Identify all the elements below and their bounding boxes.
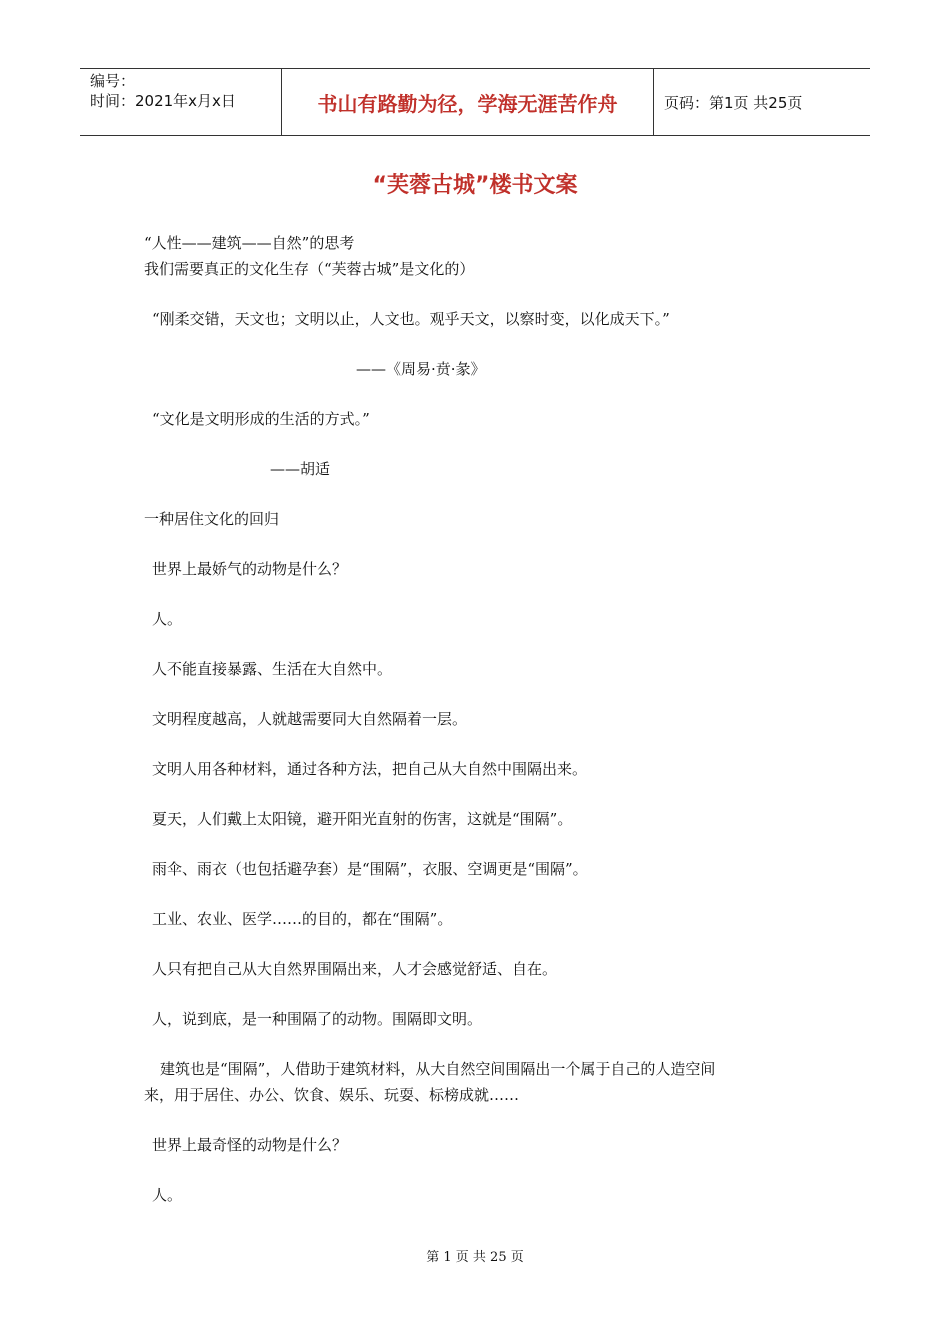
section-heading: 一种居住文化的回归 (144, 510, 280, 528)
paragraph-line: 文明人用各种材料，通过各种方法，把自己从大自然中围隔出来。 (152, 760, 588, 778)
paragraph-line: 雨伞、雨衣（也包括避孕套）是“围隔”，衣服、空调更是“围隔”。 (152, 860, 588, 878)
text-line: “人性——建筑——自然”的思考 (144, 234, 355, 252)
paragraph-line: 人只有把自己从大自然界围隔出来，人才会感觉舒适、自在。 (152, 960, 558, 978)
quote-attribution: ——胡适 (270, 460, 331, 478)
paragraph-line: 文明程度越高，人就越需要同大自然隔着一层。 (152, 710, 468, 728)
paragraph-line: 人不能直接暴露、生活在大自然中。 (152, 660, 393, 678)
header-meta-cell (80, 69, 282, 135)
text-line: 我们需要真正的文化生存（“芙蓉古城”是文化的） (144, 260, 475, 278)
quote-attribution: ——《周易·贲·彖》 (356, 360, 486, 378)
header-page-code: 页码：第1页 共25页 (664, 93, 803, 112)
paragraph-line: 人，说到底，是一种围隔了的动物。围隔即文明。 (152, 1010, 483, 1028)
header-motto-cell (282, 69, 654, 135)
paragraph-line: 夏天，人们戴上太阳镜，避开阳光直射的伤害，这就是“围隔”。 (152, 810, 573, 828)
page-footer: 第 1 页 共 25 页 (426, 1250, 524, 1265)
header-motto: 书山有路勤为径，学海无涯苦作舟 (317, 91, 618, 116)
time-label: 时间：2021年x月x日 (90, 92, 236, 110)
quote-line: “文化是文明形成的生活的方式。” (152, 410, 370, 428)
paragraph-line: 来，用于居住、办公、饮食、娱乐、玩耍、标榜成就…… (144, 1086, 520, 1104)
paragraph-line: 人。 (152, 610, 183, 628)
paragraph-line: 建筑也是“围隔”，人借助于建筑材料，从大自然空间围隔出一个属于自己的人造空间 (160, 1060, 716, 1078)
document-title: “芙蓉古城”楼书文案 (372, 173, 578, 198)
quote-line: “刚柔交错，天文也；文明以止，人文也。观乎天文，以察时变，以化成天下。” (152, 310, 670, 328)
paragraph-line: 人。 (152, 1186, 183, 1204)
header-page-cell (654, 69, 870, 135)
header-table (80, 68, 870, 136)
paragraph-line: 世界上最奇怪的动物是什么？ (152, 1136, 348, 1154)
serial-label: 编号： (90, 72, 136, 90)
paragraph-line: 世界上最娇气的动物是什么？ (152, 560, 348, 578)
paragraph-line: 工业、农业、医学……的目的，都在“围隔”。 (152, 910, 453, 928)
